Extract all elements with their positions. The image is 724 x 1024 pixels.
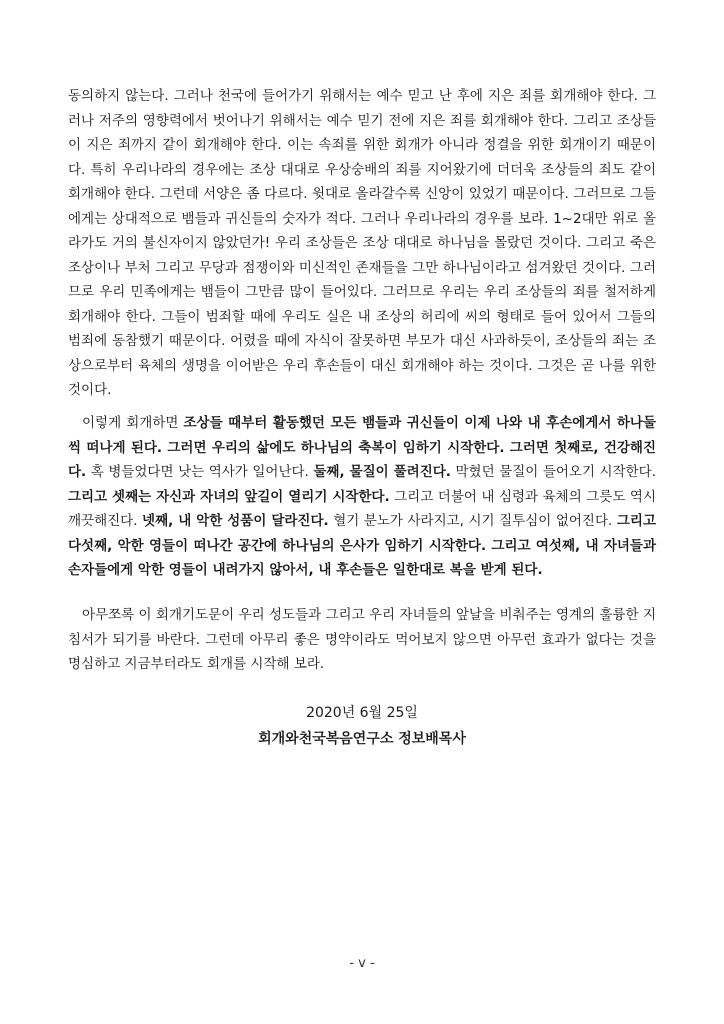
text-run: 아무쪼록 이 회개기도문이 우리 성도들과 그리고 우리 자녀들의 앞날을 비춰주는 영계의 훌륭한 지침서가 되기를 바란다. 그런데 아무리 좋은 명약이라도 먹어보지 않으면 아무런 효과가 없다는 것을 명심하고 지금부터라도 회개를 시작해 보라.	[68, 607, 656, 672]
text-run: 이렇게 회개하면	[82, 415, 184, 431]
bold-text-run: 둘째, 물질이 풀려진다.	[313, 464, 451, 480]
body-paragraph-3	[68, 603, 656, 677]
text-run: 혈기 분노가 사라지고, 시기 질투심이 없어진다.	[328, 513, 617, 529]
text-run: 혹 병들었다면 낫는 역사가 일어난다.	[86, 464, 314, 480]
text-run: 동의하지 않는다. 그러나 천국에 들어가기 위해서는 예수 믿고 난 후에 지은 죄를 회개해야 한다. 그러나 저주의 영향력에서 벗어나기 위해서는 예수 믿기 전에 지은 죄를 회개해야 한다. 그리고 조상들이 지은 죄까지 같이 회개해야 한다. 이는 속죄를 위한 회개가 아니라 정결을 위한 회개이기 때문이다. 특히 우리나라의 경우에는 조상 대대로 우상숭배의 죄를 지어왔기에 더더욱 조상들의 죄도 같이 회개해야 한다. 그런데 서양은 좀 다르다. 윗대로 올라갈수록 신앙이 있었기 때문이다. 그러므로 그들에게는 상대적으로 뱀들과 귀신들의 숫자가 적다. 그러나 우리나라의 경우를 보라. 1~2대만 위로 올라가도 거의 불신자이지 않았던가! 우리 조상들은 조상 대대로 하나님을 몰랐던 것이다. 그리고 죽은 조상이나 부처 그리고 무당과 점쟁이와 미신적인 존재들을 그만 하나님이라고 섬겨왔던 것이다. 그러므로 우리 민족에게는 뱀들이 그만큼 많이 들어있다. 그러므로 우리는 우리 조상들의 죄를 철저하게 회개해야 한다. 그들이 범죄할 때에 우리도 실은 내 조상의 허리에 씨의 형태로 들어 있어서 그들의 범죄에 동참했기 때문이다. 어렸을 때에 자식이 잘못하면 부모가 대신 사과하듯이, 조상들의 죄는 조상으로부터 육체의 생명을 이어받은 우리 후손들이 대신 회개해야 하는 것이다. 그것은 곧 나를 위한 것이다.	[68, 88, 656, 398]
text-run: 그리고 더불어 내 심령과 육체의 그릇도 역시 깨끗해진다.	[68, 488, 656, 529]
bold-text-run: 넷째, 내 악한 성품이 달라진다.	[142, 513, 329, 529]
bold-text-run: 그리고 셋째는 자신과 자녀의 앞길이 열리기 시작한다.	[68, 488, 390, 505]
bold-text-run: 조상들 때부터 활동했던 모든 뱀들과 귀신들이 이제 나와 내 후손에게서 하나둘씩 떠나게 된다. 그러면 우리의 삶에도 하나님의 축복이 임하기 시작한다. 그러면 첫째로, 건강해진다.	[68, 415, 657, 480]
document-date: 2020년 6월 25일	[306, 705, 418, 721]
text-run: 막혔던 물질이 들어오기 시작한다.	[450, 464, 657, 480]
body-paragraph-2	[68, 411, 656, 583]
bold-text-run: 그리고 다섯째, 악한 영들이 떠나간 공간에 하나님의 은사가 임하기 시작한다. 그리고 여섯째, 내 자녀들과 손자들에게 악한 영들이 내려가지 않아서, 내 후손들은 일한대로 복을 받게 된다.	[68, 513, 656, 578]
body-paragraph-1	[68, 84, 656, 403]
page-number: - v -	[349, 956, 375, 971]
author-signature: 회개와천국복음연구소 정보배목사	[258, 731, 466, 747]
